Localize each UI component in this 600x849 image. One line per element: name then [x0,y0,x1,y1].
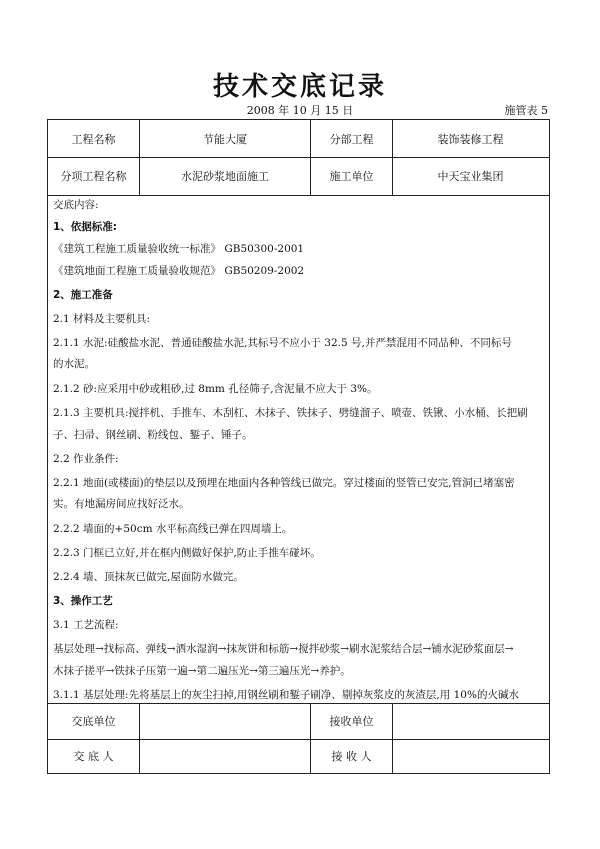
section-3-1: 3.1 工艺流程: [53,619,119,631]
section-2-1-1a: 2.1.1 水泥:硅酸盐水泥、普通硅酸盐水泥,其标号不应小于 32.5 号,并严禁混用不同品种、不同标号 [53,337,512,349]
briefing-unit-label: 交底单位 [48,703,140,739]
contractor-label: 施工单位 [311,157,393,195]
receiving-unit-value [393,703,548,739]
process-flow-b: 木抹子搓平→铁抹子压第一遍→第二遍压光→第三遍压光→养护。 [53,665,351,677]
briefing-content [48,195,549,704]
standard-2: 《建筑地面工程施工质量验收规范》 GB50209-2002 [53,265,305,277]
section-2-1-3a: 2.1.3 主要机具:搅拌机、手推车、木刮杠、木抹子、铁抹子、劈缝溜子、喷壶、铁锹、小水桶、长把刷 [53,407,528,419]
receiver-value [393,739,548,773]
section-2-2-2: 2.2.2 墙面的+50cm 水平标高线已弹在四周墙上。 [53,523,293,535]
section-2-2: 2.2 作业条件: [53,453,119,465]
subitem-name-label: 分项工程名称 [48,157,140,195]
standard-1: 《建筑工程施工质量验收统一标准》 GB50300-2001 [53,243,305,255]
briefer-value [140,739,311,773]
footer-row-1 [48,703,549,740]
form-number: 施管表 5 [504,104,548,117]
division-label: 分部工程 [311,120,393,157]
briefer-label: 交 底 人 [48,739,140,773]
project-name-value: 节能大厦 [140,120,311,157]
header-row-2 [48,157,549,196]
division-value: 装饰装修工程 [437,132,504,146]
record-table [47,119,550,774]
section-2-1-3b: 子、扫帚、钢丝刷、粉线包、錾子、锤子。 [53,429,253,441]
section-2-1: 2.1 材料及主要机具: [53,313,151,325]
section-2-heading: 2、施工准备 [53,289,113,301]
section-2-2-4: 2.2.4 墙、顶抹灰已做完,屋面防水做完。 [53,571,244,583]
section-3-heading: 3、操作工艺 [53,595,113,607]
section-2-1-2: 2.1.2 砂:应采用中砂或粗砂,过 8mm 孔径筛子,含泥量不应大于 3%。 [53,383,378,395]
receiver-label: 接 收 人 [311,739,393,773]
document-date: 2008 年 10 月 15 日 [246,104,354,117]
section-2-1-1b: 的水泥。 [53,358,95,370]
briefing-unit-value [140,703,311,739]
footer-row-2 [48,739,549,773]
section-2-2-1b: 实。有地漏房间应找好泛水。 [53,498,190,510]
contractor-value: 中天宝业集团 [437,170,504,183]
project-name-label: 工程名称 [48,120,140,157]
section-2-2-1a: 2.2.1 地面(或楼面)的垫层以及预埋在地面内各种管线已做完。穿过楼面的竖管已安完,管洞已堵塞密 [53,477,515,489]
document-title: 技术交底记录 [212,72,387,102]
header-row-1 [48,120,549,158]
section-3-1-1: 3.1.1 基层处理:先将基层上的灰尘扫掉,用钢丝刷和錾子刷净、剔掉灰浆皮的灰渣层,用 10%的火碱水 [53,689,519,701]
receiving-unit-label: 接收单位 [311,703,393,739]
process-flow-a: 基层处理→找标高、弹线→洒水湿润→抹灰饼和标筋→搅拌砂浆→刷水泥浆结合层→铺水泥砂浆面层→ [53,643,514,655]
subitem-name-value: 水泥砂浆地面施工 [140,157,311,195]
content-intro: 交底内容: [53,199,99,211]
section-2-2-3: 2.2.3 门框已立好,并在框内侧做好保护,防止手推车碰坏。 [53,547,321,559]
section-1-heading: 1、依据标准: [53,221,118,233]
